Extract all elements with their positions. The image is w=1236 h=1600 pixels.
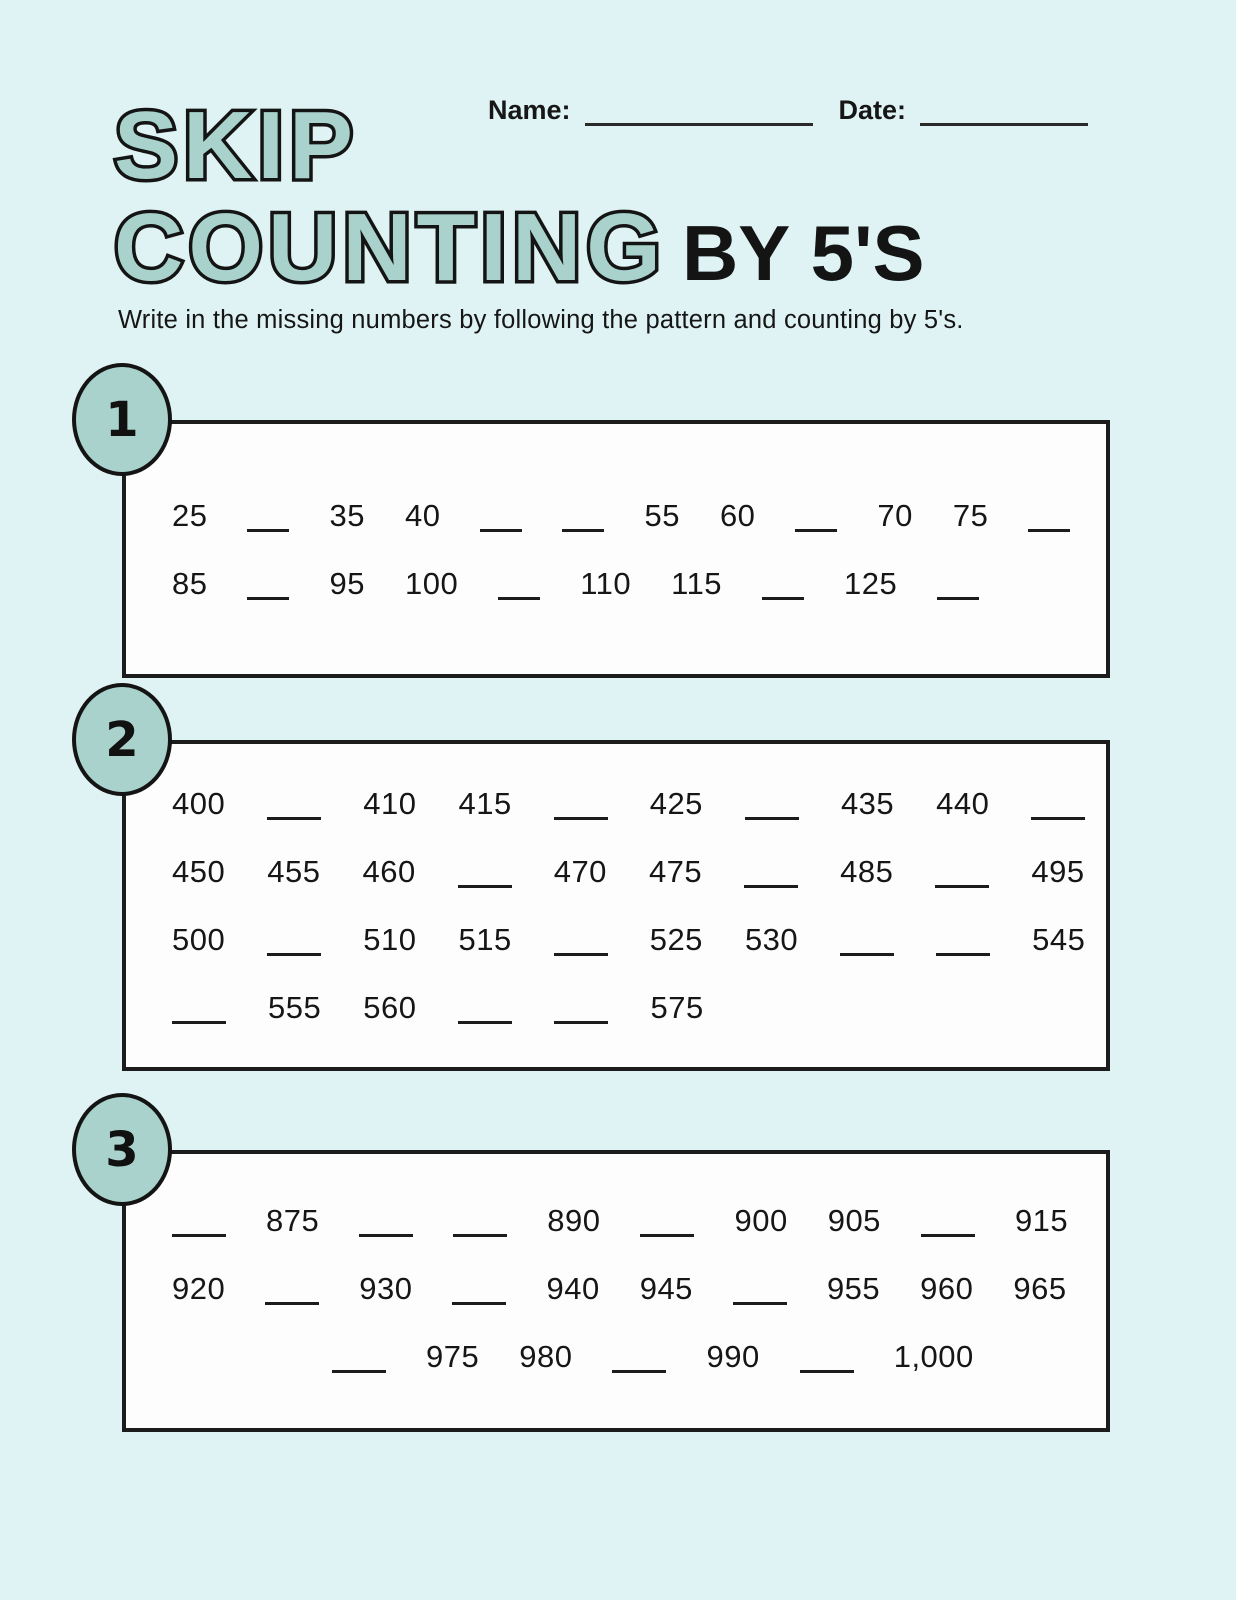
- answer-blank[interactable]: [265, 1302, 319, 1305]
- number-cell: 955: [826, 1270, 881, 1306]
- number-cell: 940: [546, 1270, 600, 1306]
- answer-blank[interactable]: [359, 1234, 413, 1237]
- number-cell: 930: [359, 1270, 413, 1306]
- problem-number-badge: 2: [72, 683, 172, 796]
- number-cell: 555: [268, 990, 322, 1025]
- number-cell: 25: [172, 497, 208, 533]
- answer-blank[interactable]: [840, 953, 894, 956]
- number-cell: 960: [920, 1270, 974, 1306]
- number-cell: 475: [648, 854, 703, 889]
- number-cell: 55: [644, 497, 680, 533]
- answer-blank[interactable]: [936, 953, 990, 956]
- number-cell: 440: [936, 786, 990, 821]
- answer-blank[interactable]: [1028, 529, 1070, 532]
- number-row: [172, 1322, 1106, 1390]
- answer-blank[interactable]: [453, 1234, 507, 1237]
- answer-blank[interactable]: [745, 817, 799, 820]
- answer-blank[interactable]: [1031, 817, 1085, 820]
- answer-blank[interactable]: [172, 1021, 226, 1024]
- number-cell: 115: [671, 565, 723, 601]
- instruction-text: Write in the missing numbers by following the pattern and counting by 5's.: [118, 306, 964, 334]
- number-cell: 35: [329, 497, 365, 533]
- answer-blank[interactable]: [480, 529, 522, 532]
- title-word-counting: COUNTING: [114, 194, 666, 301]
- number-cell: 545: [1032, 922, 1086, 957]
- number-cell: 515: [458, 922, 512, 957]
- number-cell: 945: [639, 1270, 693, 1306]
- number-cell: 1,000: [893, 1338, 974, 1374]
- number-cell: 95: [329, 565, 365, 601]
- answer-blank[interactable]: [744, 885, 798, 888]
- number-cell: 875: [266, 1202, 320, 1238]
- number-cell: 890: [547, 1202, 601, 1238]
- number-cell: 500: [172, 922, 226, 957]
- number-row: [172, 1254, 1106, 1322]
- problem-2: [105, 711, 1110, 1071]
- number-cell: 560: [363, 990, 417, 1025]
- number-cell: 460: [362, 854, 416, 889]
- number-cell: 470: [553, 854, 607, 889]
- answer-blank[interactable]: [554, 817, 608, 820]
- number-cell: 575: [650, 990, 704, 1025]
- number-cell: 435: [840, 786, 895, 821]
- name-label: Name:: [488, 95, 571, 125]
- number-row: [172, 770, 1106, 838]
- answer-blank[interactable]: [498, 597, 540, 600]
- answer-blank[interactable]: [458, 1021, 512, 1024]
- number-row: [172, 974, 1106, 1042]
- answer-blank[interactable]: [937, 597, 979, 600]
- answer-blank[interactable]: [612, 1370, 666, 1373]
- number-cell: 60: [719, 497, 756, 533]
- number-cell: 85: [172, 565, 208, 601]
- answer-blank[interactable]: [800, 1370, 854, 1373]
- number-row: [172, 481, 1106, 549]
- answer-blank[interactable]: [332, 1370, 386, 1373]
- answer-blank[interactable]: [554, 1021, 608, 1024]
- answer-blank[interactable]: [640, 1234, 694, 1237]
- number-cell: 40: [404, 497, 441, 533]
- number-cell: 485: [840, 854, 894, 889]
- problem-box: [122, 420, 1110, 678]
- number-cell: 450: [172, 854, 226, 889]
- number-cell: 415: [458, 786, 512, 821]
- answer-blank[interactable]: [247, 597, 289, 600]
- number-row: [172, 838, 1106, 906]
- number-cell: 70: [877, 497, 913, 533]
- answer-blank[interactable]: [562, 529, 604, 532]
- number-row: [172, 906, 1106, 974]
- number-cell: 510: [363, 922, 417, 957]
- number-cell: 75: [952, 497, 989, 533]
- answer-blank[interactable]: [762, 597, 804, 600]
- problem-1: [105, 391, 1110, 678]
- number-cell: 920: [172, 1270, 226, 1306]
- number-cell: 530: [744, 922, 799, 957]
- answer-blank[interactable]: [267, 817, 321, 820]
- number-row: [172, 1186, 1106, 1254]
- number-cell: 100: [404, 565, 459, 601]
- number-row: [172, 549, 1106, 617]
- title-suffix-by5s: BY 5'S: [681, 209, 925, 297]
- number-cell: 900: [734, 1202, 788, 1238]
- answer-blank[interactable]: [247, 529, 289, 532]
- number-cell: 410: [363, 786, 417, 821]
- number-cell: 495: [1031, 854, 1085, 889]
- answer-blank[interactable]: [458, 885, 512, 888]
- date-label: Date:: [838, 95, 907, 125]
- number-cell: 455: [267, 854, 321, 889]
- problem-3: [105, 1121, 1110, 1432]
- number-cell: 905: [827, 1202, 881, 1238]
- number-cell: 110: [580, 565, 632, 601]
- page-title: [114, 92, 925, 301]
- problem-number-badge: 3: [72, 1093, 172, 1206]
- number-cell: 125: [844, 565, 898, 601]
- number-cell: 425: [649, 786, 703, 821]
- answer-blank[interactable]: [795, 529, 837, 532]
- number-cell: 965: [1013, 1270, 1067, 1306]
- problem-box: [122, 1150, 1110, 1432]
- answer-blank[interactable]: [733, 1302, 787, 1305]
- number-cell: 975: [426, 1338, 480, 1374]
- number-cell: 400: [172, 786, 226, 821]
- date-input-line[interactable]: [920, 97, 1088, 126]
- answer-blank[interactable]: [935, 885, 989, 888]
- number-cell: 990: [706, 1338, 760, 1374]
- problem-box: [122, 740, 1110, 1071]
- number-cell: 525: [649, 922, 703, 957]
- answer-blank[interactable]: [267, 953, 321, 956]
- title-word-skip: SKIP: [114, 92, 359, 199]
- answer-blank[interactable]: [554, 953, 608, 956]
- answer-blank[interactable]: [921, 1234, 975, 1237]
- answer-blank[interactable]: [452, 1302, 506, 1305]
- number-cell: 980: [519, 1338, 573, 1374]
- problem-number-badge: 1: [72, 363, 172, 476]
- answer-blank[interactable]: [172, 1234, 226, 1237]
- number-cell: 915: [1014, 1202, 1069, 1238]
